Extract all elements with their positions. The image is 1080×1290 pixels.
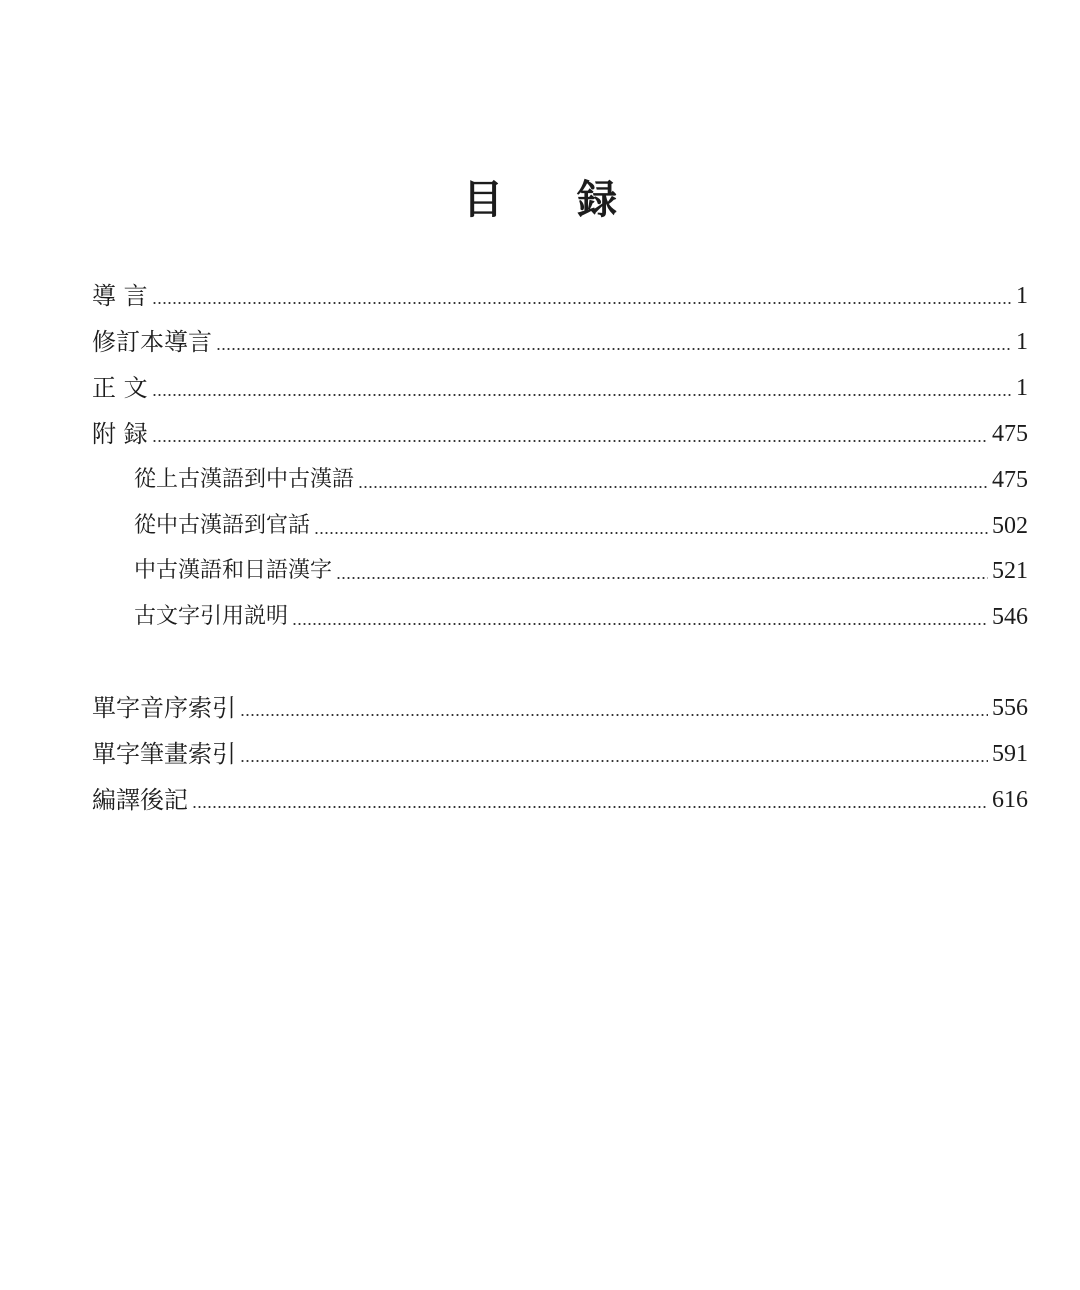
dot-leader	[192, 806, 988, 808]
toc-entry-introduction[interactable]	[92, 276, 1028, 316]
toc-entry-revised-introduction[interactable]	[92, 322, 1028, 362]
toc-entry-label: 從中古漢語到官話	[134, 513, 311, 538]
toc-entry-label: 修訂本導言	[92, 328, 212, 356]
dot-leader	[216, 348, 1012, 350]
toc-entry-page: 1	[1016, 375, 1028, 401]
dot-leader	[152, 394, 1012, 396]
toc-entry-main-text[interactable]	[92, 368, 1028, 408]
toc-entry-page: 521	[992, 558, 1028, 584]
toc-entry-label: 古文字引用説明	[134, 604, 289, 629]
toc-subentry-middle-chinese-and-kanji[interactable]	[134, 551, 1028, 591]
dot-leader	[240, 714, 988, 716]
toc-entry-label: 單字筆畫索引	[92, 740, 236, 768]
toc-entry-label: 中古漢語和日語漢字	[134, 558, 333, 583]
toc-entry-page: 556	[992, 695, 1028, 721]
dot-leader	[292, 623, 988, 625]
toc-entry-appendix[interactable]	[92, 414, 1028, 454]
toc-subentry-paleography-notes[interactable]	[134, 597, 1028, 637]
dot-leader	[240, 760, 988, 762]
toc-subentry-old-to-middle-chinese[interactable]	[134, 460, 1028, 500]
toc-entry-afterword[interactable]	[92, 780, 1028, 820]
toc-entry-label: 附 録	[92, 420, 148, 448]
toc-entry-label: 編譯後記	[92, 786, 188, 814]
toc-entry-page: 1	[1016, 329, 1028, 355]
page-title: 目 録	[463, 176, 647, 223]
toc-entry-label: 導 言	[92, 282, 148, 310]
dot-leader	[336, 577, 988, 579]
toc-entry-label: 正 文	[92, 374, 148, 402]
dot-leader	[152, 440, 988, 442]
toc-entry-page: 475	[992, 467, 1028, 493]
toc-entry-page: 1	[1016, 283, 1028, 309]
toc-entry-label: 單字音序索引	[92, 694, 236, 722]
toc-entry-page: 502	[992, 513, 1028, 539]
dot-leader	[358, 486, 988, 488]
dot-leader	[152, 302, 1012, 304]
toc-entry-page: 475	[992, 421, 1028, 447]
toc-entry-phonetic-index[interactable]	[92, 688, 1028, 728]
toc-entry-stroke-index[interactable]	[92, 734, 1028, 774]
toc-entry-label: 從上古漢語到中古漢語	[134, 467, 355, 492]
toc-entry-page: 546	[992, 604, 1028, 630]
toc-entry-page: 591	[992, 741, 1028, 767]
toc-entry-page: 616	[992, 787, 1028, 813]
dot-leader	[314, 532, 988, 534]
toc-subentry-middle-chinese-to-mandarin[interactable]	[134, 506, 1028, 546]
